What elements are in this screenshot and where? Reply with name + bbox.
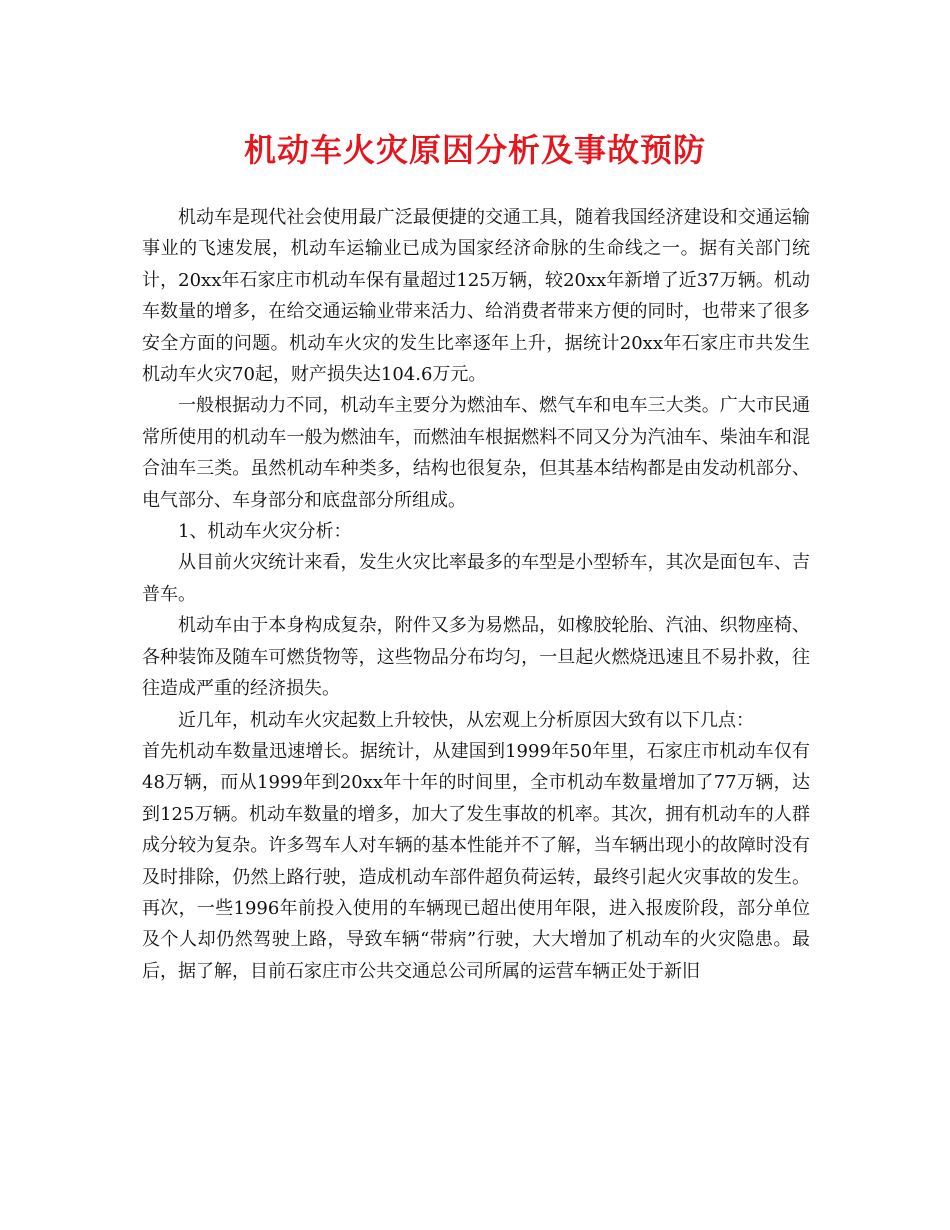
- document-title: 机动车火灾原因分析及事故预防: [243, 131, 706, 169]
- paragraph: 机动车由于本身构成复杂，附件又多为易燃品，如橡胶轮胎、汽油、织物座椅、各种装饰及随车可燃货物等，这些物品分布均匀，一旦起火燃烧迅速且不易扑救，往往造成严重的经济损失。: [142, 615, 810, 700]
- paragraph: 一般根据动力不同，机动车主要分为燃油车、燃气车和电车三大类。广大市民通常所使用的机动车一般为燃油车，而燃油车根据燃料不同又分为汽油车、柴油车和混合油车三类。虽然机动车种类多，结构也很复杂，但其基本结构都是由发动机部分、电气部分、车身部分和底盘部分所组成。: [142, 395, 810, 511]
- section-heading: 1、机动车火灾分析：: [178, 521, 352, 543]
- document-body: [142, 202, 810, 987]
- paragraph: 首先机动车数量迅速增长。据统计，从建国到1999年50年里，石家庄市机动车仅有48万辆，而从1999年到20xx年十年的时间里，全市机动车数量增加了77万辆，达到125万辆。机动车数量的增多，加大了发生事故的机率。其次，拥有机动车的人群成分较为复杂。许多驾车人对车辆的基本性能并不了解，当车辆出现小的故障时没有及时排除，仍然上路行驶，造成机动车部件超负荷运转，最终引起火灾事故的发生。再次，一些1996年前投入使用的车辆现已超出使用年限，进入报废阶段，部分单位及个人却仍然驾驶上路，导致车辆“带病”行驶，大大增加了机动车的火灾隐患。最后，据了解，目前石家庄市公共交通总公司所属的运营车辆正处于新旧: [142, 740, 810, 982]
- paragraph: 机动车是现代社会使用最广泛最便捷的交通工具，随着我国经济建设和交通运输事业的飞速发展，机动车运输业已成为国家经济命脉的生命线之一。据有关部门统计，20xx年石家庄市机动车保有量超过125万辆，较20xx年新增了近37万辆。机动车数量的增多，在给交通运输业带来活力、给消费者带来方便的同时，也带来了很多安全方面的问题。机动车火灾的发生比率逐年上升，据统计20xx年石家庄市共发生机动车火灾70起，财产损失达104.6万元。: [142, 207, 810, 386]
- paragraph: 从目前火灾统计来看，发生火灾比率最多的车型是小型轿车，其次是面包车、吉普车。: [142, 552, 810, 605]
- paragraph: 近几年，机动车火灾起数上升较快，从宏观上分析原因大致有以下几点：: [178, 709, 754, 731]
